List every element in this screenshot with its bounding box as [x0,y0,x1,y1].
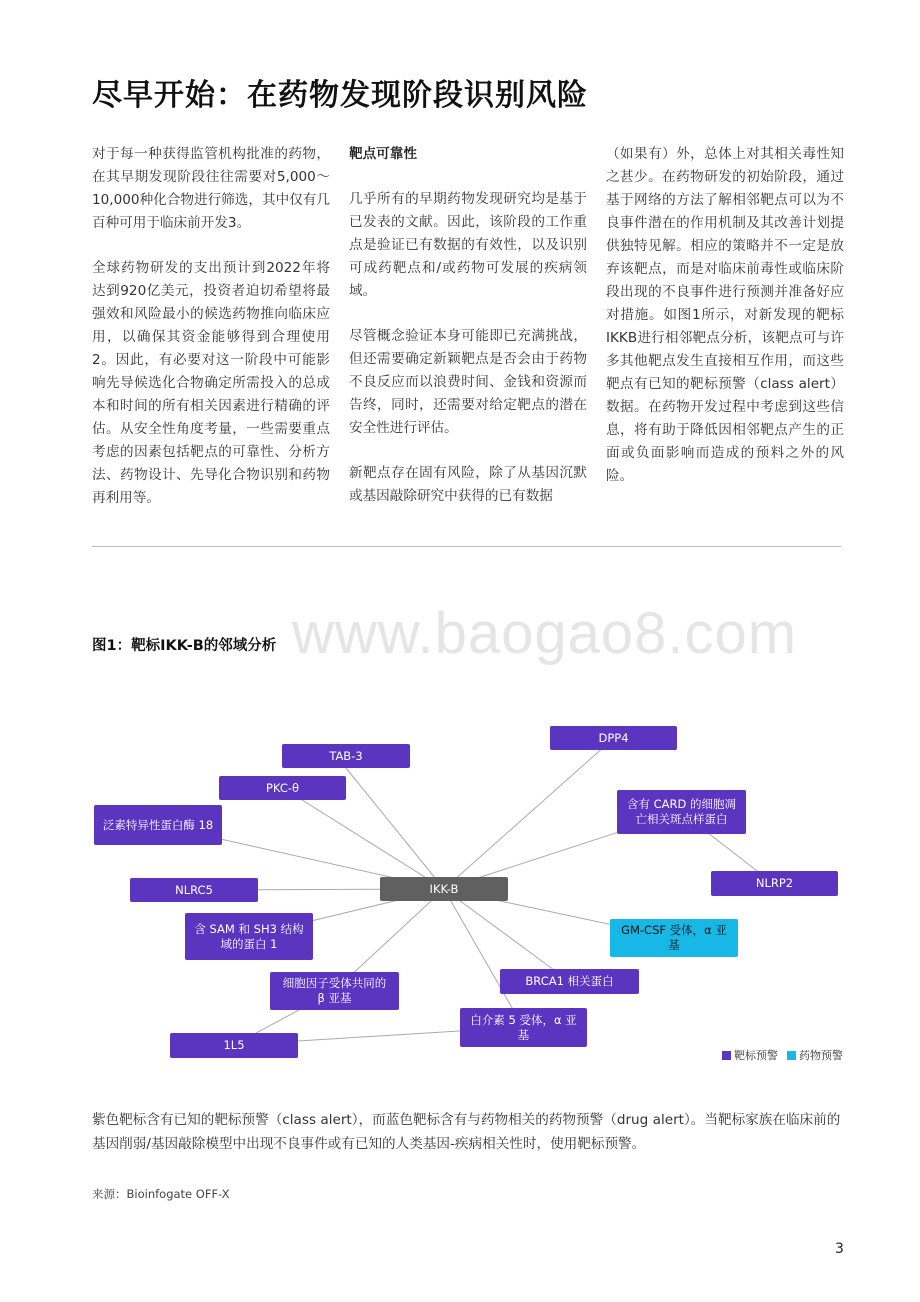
paragraph: 对于每一种获得监管机构批准的药物，在其早期发现阶段往往需要对5,000〜10,000种化合物进行筛选，其中仅有几百种可用于临床前开发3。 [92,146,330,231]
edge [283,788,444,889]
paragraph: 新靶点存在固有风险，除了从基因沉默或基因敲除研究中获得的已有数据 [349,465,587,504]
node-card-protein: 含有 CARD 的细胞凋亡相关斑点样蛋白 [617,790,746,834]
text-column-1 [92,143,330,532]
legend-item-drug [787,1047,843,1063]
page-number: 3 [835,1241,844,1257]
figure-caption: 紫色靶标含有已知的靶标预警（class alert），而蓝色靶标含有与药物相关的药物预警（drug alert）。当靶标家族在临床前的基因削弱/基因敲除模型中出现不良事件或有已知的人类基因-疾病相关性时，使用靶标预警。 [92,1112,841,1152]
page-title: 尽早开始：在药物发现阶段识别风险 [92,78,588,113]
figure-legend [722,1047,852,1063]
node-tab3: TAB-3 [282,744,410,768]
node-1l5: 1L5 [170,1033,298,1058]
node-ikk-b-center: IKK-B [380,877,508,901]
legend-swatch-purple [722,1051,731,1060]
legend-swatch-blue [787,1051,796,1060]
node-nlrc5: NLRC5 [130,878,258,902]
legend-label: 靶标预警 [734,1049,778,1062]
node-nlrp2: NLRP2 [711,871,838,896]
source-note: 来源：Bioinfogate OFF-X [92,1187,230,1201]
paragraph: 全球药物研发的支出预计到2022年将达到920亿美元，投资者迫切希望将最强效和风险最小的候选药物推向临床应用，以确保其资金能够得到合理使用2。因此，有必要对这一阶段中可能影响先导候选化合物确定所需投入的总成本和时间的所有相关因素进行精确的评估。从安全性角度考量，一些需要重点考虑的因素包括靶点的可靠性、分析方法、药物设计、先导化合物识别和药物再利用等。 [92,260,330,506]
node-gm-csf: GM-CSF 受体，α 亚基 [610,919,738,957]
paragraph: 尽管概念验证本身可能即已充满挑战，但还需要确定新颖靶点是否会由于药物不良反应而以浪费时间、金钱和资源而告终，同时，还需要对给定靶点的潜在安全性进行评估。 [349,328,587,436]
paragraph: （如果有）外，总体上对其相关毒性知之甚少。在药物研发的初始阶段，通过基于网络的方法了解相邻靶点可以为不良事件潜在的作用机制及其改善计划提供独特见解。相应的策略并不一定是放弃该靶点，而是对临床前毒性或临床阶段出现的不良事件进行预测并准备好应对措施。如图1所示，对新发现的靶标IKKB进行相邻靶点分析，该靶点可与许多其他靶点发生直接相互作用，而这些靶点有已知的靶标预警（class alert）数据。在药物开发过程中考虑到这些信息，将有助于降低因相邻靶点产生的正面或负面影响而造成的预料之外的风险。 [606,146,844,484]
watermark: www.baogao8.com [292,601,798,666]
paragraph: 几乎所有的早期药物发现研究均是基于已发表的文献。因此，该阶段的工作重点是验证已有数据的有效性，以及识别可成药靶点和/或药物可发展的疾病领域。 [349,191,587,299]
node-usp18: 泛素特异性蛋白酶 18 [94,805,222,845]
node-sam-sh3: 含 SAM 和 SH3 结构域的蛋白 1 [185,913,313,960]
section-divider [92,546,841,547]
figure-title: 图1：靶标IKK-B的邻域分析 [92,638,277,654]
legend-label: 药物预警 [799,1049,843,1062]
legend-item-target [722,1047,778,1063]
text-column-3 [606,143,844,510]
node-il5-receptor: 白介素 5 受体，α 亚基 [460,1008,587,1047]
node-pkc-theta: PKC-θ [219,776,346,800]
text-column-2 [349,143,587,530]
node-cytokine-beta: 细胞因子受体共同的 β 亚基 [270,972,399,1010]
network-diagram [0,700,920,1080]
section-heading: 靶点可靠性 [349,146,417,162]
edge [444,738,614,889]
node-dpp4: DPP4 [550,726,677,750]
edge [444,889,523,1027]
node-brca1: BRCA1 相关蛋白 [500,969,639,994]
